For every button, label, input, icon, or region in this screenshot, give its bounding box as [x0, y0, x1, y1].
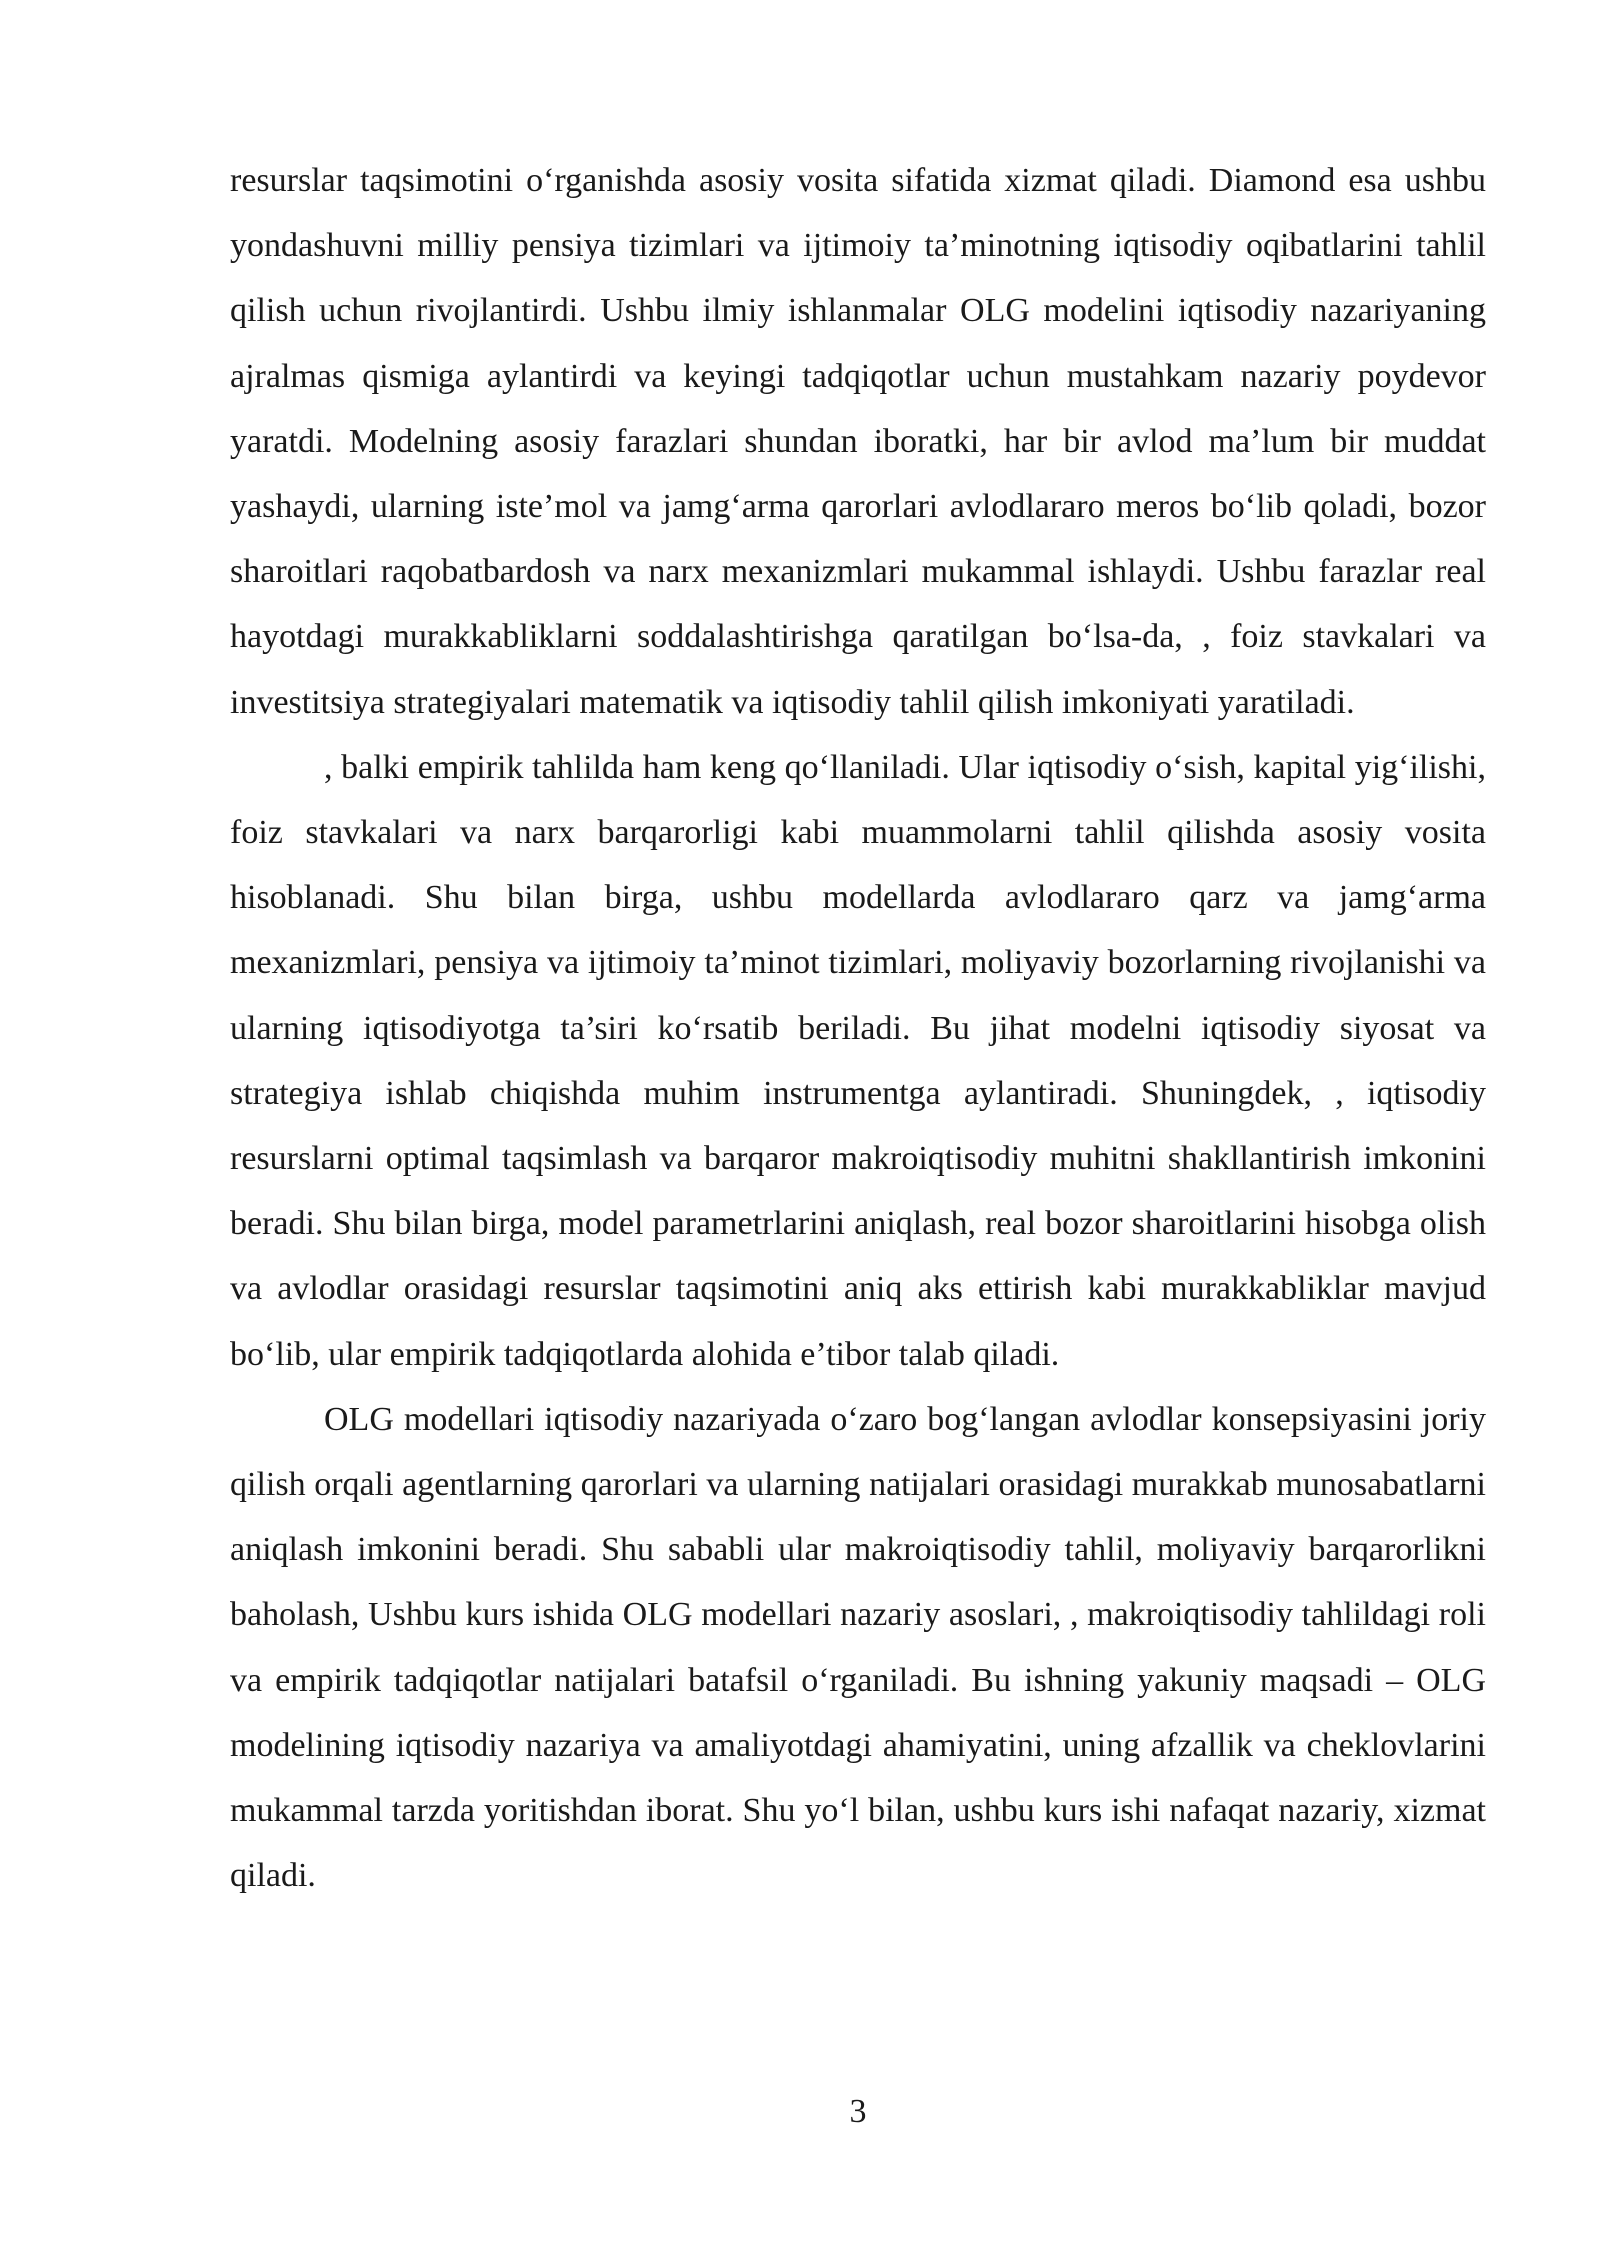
paragraph-2: , balki empirik tahlilda ham keng qo‘llaniladi. Ular iqtisodiy o‘sish, kapital yig‘ilishi, foiz stavkalari va narx barqarorligi kabi muammolarni tahlil qilishda asosiy vosita hisoblanadi. Shu bilan birga, ushbu modellarda avlodlararo qarz va jamg‘arma mexanizmlari, pensiya va ijtimoiy ta’minot tizimlari, moliyaviy bozorlarning rivojlanishi va ularning iqtisodiyotga ta’siri ko‘rsatib beriladi. Bu jihat modelni iqtisodiy siyosat va strategiya ishlab chiqishda muhim instrumentga aylantiradi. Shuningdek, , iqtisodiy resurslarni optimal taqsimlash va barqaror makroiqtisodiy muhitni shakllantirish imkonini beradi. Shu bilan birga, model parametrlarini aniqlash, real bozor sharoitlarini hisobga olish va avlodlar orasidagi resurslar taqsimotini aniq aks ettirish kabi murakkabliklar mavjud bo‘lib, ular empirik tadqiqotlarda alohida e’tibor talab qiladi. [230, 748, 1486, 1373]
paragraph-1: resurslar taqsimotini o‘rganishda asosiy vosita sifatida xizmat qiladi. Diamond esa ushbu yondashuvni milliy pensiya tizimlari va ijtimoiy ta’minotning iqtisodiy oqibatlarini tahlil qilish uchun rivojlantirdi. Ushbu ilmiy ishlanmalar OLG modelini iqtisodiy nazariyaning ajralmas qismiga aylantirdi va keyingi tadqiqotlar uchun mustahkam nazariy poydevor yaratdi. Modelning asosiy farazlari shundan iboratki, har bir avlod ma’lum bir muddat yashaydi, ularning iste’mol va jamg‘arma qarorlari avlodlararo meros bo‘lib qoladi, bozor sharoitlari raqobatbardosh va narx mexanizmlari mukammal ishlaydi. Ushbu farazlar real hayotdagi murakkabliklarni soddalashtirishga qaratilgan bo‘lsa-da, , foiz stavkalari va investitsiya strategiyalari matematik va iqtisodiy tahlil qilish imkoniyati yaratiladi. [230, 162, 1486, 721]
body-text [230, 148, 1486, 1908]
paragraph-3: OLG modellari iqtisodiy nazariyada o‘zaro bog‘langan avlodlar konsepsiyasini joriy qilish orqali agentlarning qarorlari va ularning natijalari orasidagi murakkab munosabatlarni aniqlash imkonini beradi. Shu sababli ular makroiqtisodiy tahlil, moliyaviy barqarorlikni baholash, Ushbu kurs ishida OLG modellari nazariy asoslari, , makroiqtisodiy tahlildagi roli va empirik tadqiqotlar natijalari batafsil o‘rganiladi. Bu ishning yakuniy maqsadi – OLG modelining iqtisodiy nazariya va amaliyotdagi ahamiyatini, uning afzallik va cheklovlarini mukammal tarzda yoritishdan iborat. Shu yo‘l bilan, ushbu kurs ishi nafaqat nazariy, xizmat qiladi. [230, 1400, 1486, 1895]
page-number: 3 [849, 2093, 867, 2130]
